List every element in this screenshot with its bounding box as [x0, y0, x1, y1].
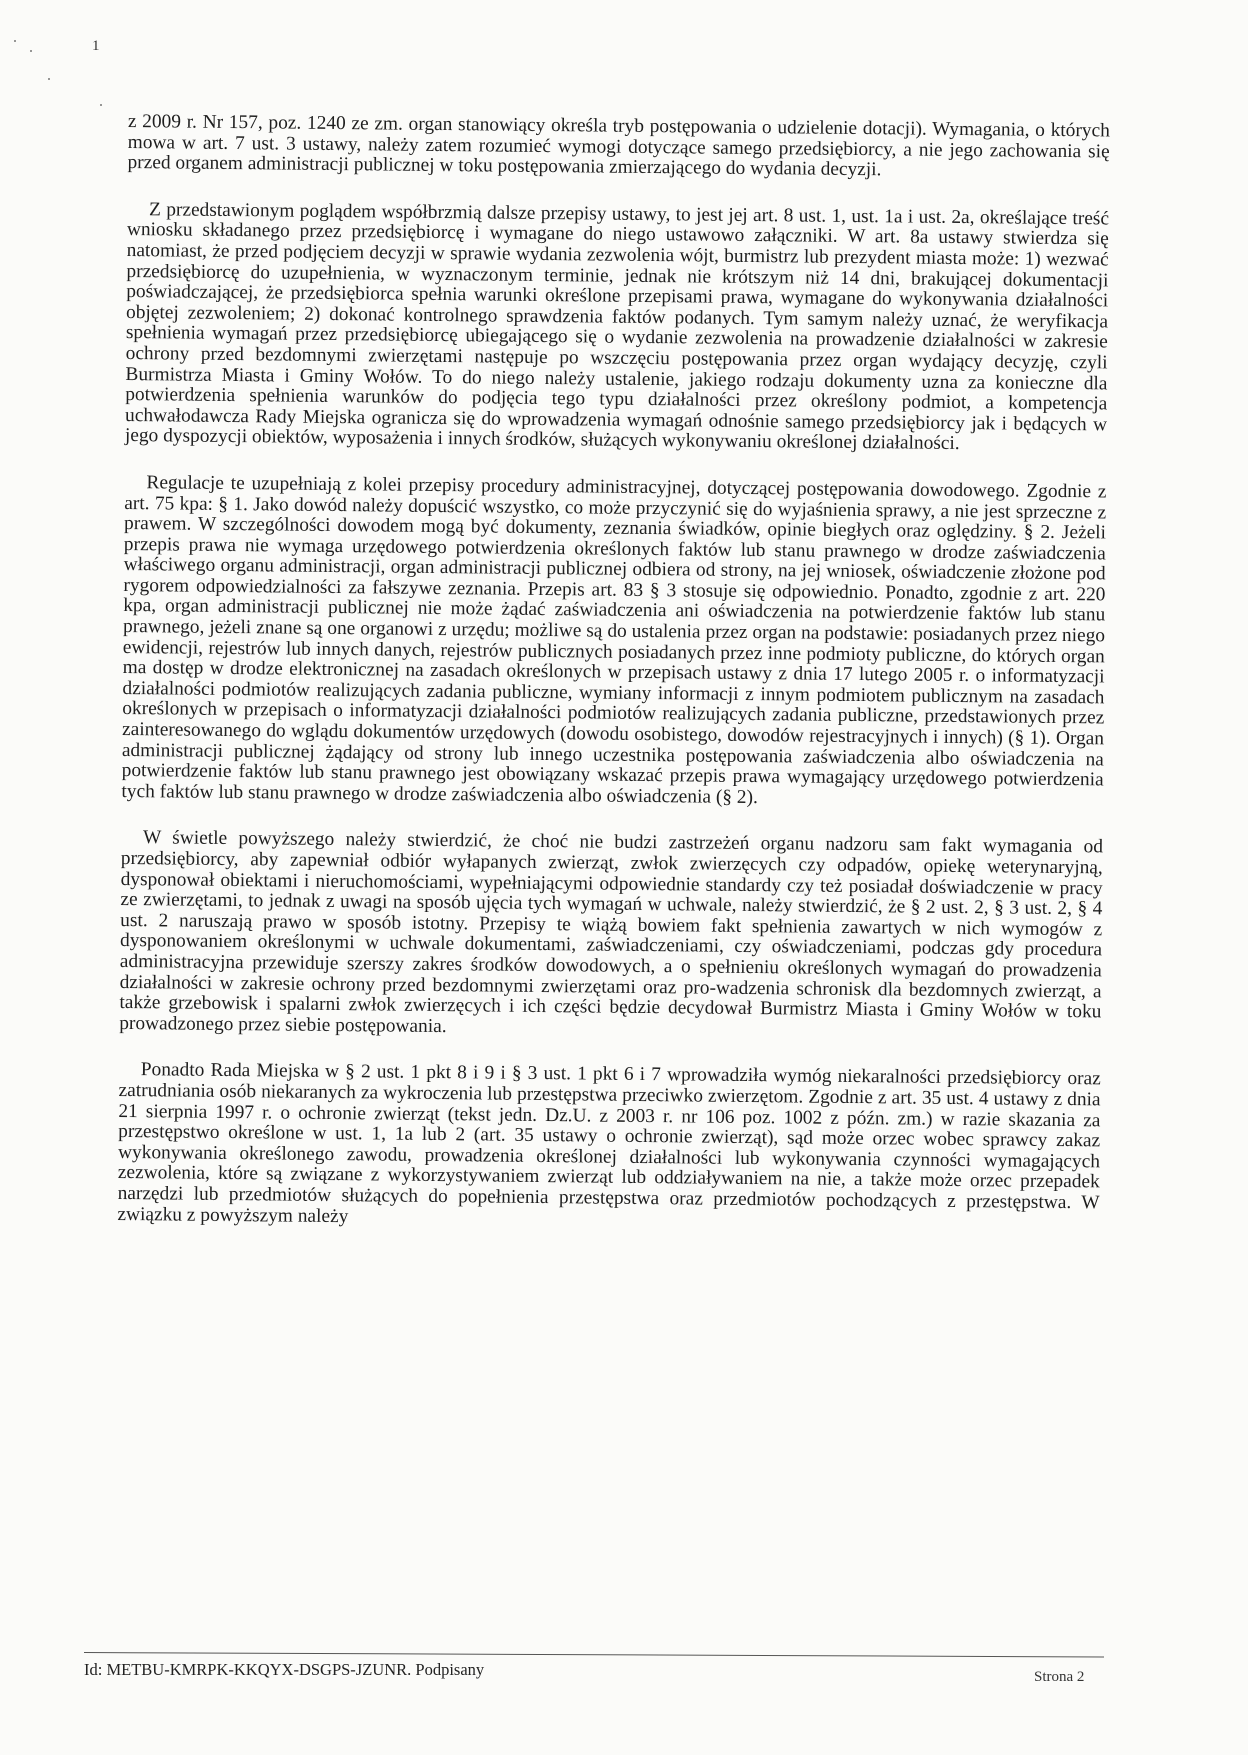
page-number: Strona 2	[1034, 1669, 1085, 1685]
document-body	[117, 112, 1110, 1260]
paragraph: Z przedstawionym poglądem współbrzmią dalsze przepisy ustawy, to jest jej art. 8 ust. 1, ust. 1a i ust. 2a, określające treść wniosku składanego przez przedsiębiorcę i wymagane do niego ustawowo załączniki. W art. 8a ustawy stwierdza się natomiast, że przed podjęciem decyzji w sprawie wydania zezwolenia wójt, burmistrz lub prezydent miasta może: 1) wezwać przedsiębiorcę do uzupełnienia, w wyznaczonym terminie, jednak nie krótszym niż 14 dni, brakującej dokumentacji poświadczającej, że przedsiębiorca spełnia warunki określone przepisami prawa, wymagane do wykonywania działalności objętej zezwoleniem; 2) dokonać kontrolnego sprawdzenia faktów podanych. Tym samym należy uznać, że weryfikacja spełnienia wymagań przez przedsiębiorcę ubiegającego się o wydanie zezwolenia na prowadzenie działalności w zakresie ochrony przed bezdomnymi zwierzętami następuje po wszczęciu postępowania przez organ wydający decyzję, czyli Burmistrza Miasta i Gminy Wołów. To do niego należy ustalenie, jakiego rodzaju dokumenty uzna za konieczne dla potwierdzenia spełnienia warunków do podjęcia tego typu działalności przez określony podmiot, a kompetencja uchwałodawcza Rady Miejska ogranicza się do wprowadzenia wymagań odnośnie samego przedsiębiorcy jak i będących w jego dyspozycji obiektów, wyposażenia i innych środków, służących wykonywaniu określonej działalności.	[124, 198, 1110, 455]
scan-speck	[100, 104, 102, 106]
scan-speck	[48, 78, 50, 80]
document-id: Id: METBU-KMRPK-KKQYX-DSGPS-JZUNR. Podpisany	[84, 1660, 485, 1679]
paragraph: Regulacje te uzupełniają z kolei przepisy procedury administracyjnej, dotyczącej postępowania dowodowego. Zgodnie z art. 75 kpa: § 1. Jako dowód należy dopuścić wszystko, co może przyczynić się do wyjaśnienia sprawy, a nie jest sprzeczne z prawem. W szczególności dowodem mogą być dokumenty, zeznania świadków, opinie biegłych oraz oględziny. § 2. Jeżeli przepis prawa nie wymaga urzędowego potwierdzenia określonych faktów lub stanu prawnego w drodze zaświadczenia właściwego organu administracji, organ administracji publicznej odbiera od strony, na jej wniosek, oświadczenie złożone pod rygorem odpowiedzialności za fałszywe zeznania. Przepis art. 83 § 3 stosuje się odpowiednio. Ponadto, zgodnie z art. 220 kpa, organ administracji publicznej nie może żądać zaświadczenia ani oświadczenia na potwierdzenie faktów lub stanu prawnego, jeżeli znane są one organowi z urzędu; możliwe są do ustalenia przez organ na podstawie: posiadanych przez niego ewidencji, rejestrów lub innych danych, rejestrów publicznych posiadanych przez inne podmioty publiczne, do których organ ma dostęp w drodze elektronicznej na zasadach określonych w przepisach ustawy z dnia 17 lutego 2005 r. o informatyzacji działalności podmiotów realizujących zadania publiczne, wymiany informacji z innym podmiotem publicznym na zasadach określonych w przepisach o informatyzacji działalności podmiotów realizujących zadania publiczne, przedstawionych przez zainteresowanego do wglądu dokumentów urzędowych (dowodu osobistego, dowodów rejestracyjnych i innych) (§ 1). Organ administracji publicznej żądający od strony lub innego uczestnika postępowania zaświadczenia albo oświadczenia na potwierdzenie faktów lub stanu prawnego jest obowiązany wskazać przepis prawa wymagający urzędowego potwierdzenia tych faktów lub stanu prawnego w drodze zaświadczenia albo oświadczenia (§ 2).	[121, 472, 1107, 808]
scan-speck	[30, 50, 32, 52]
paragraph: z 2009 r. Nr 157, poz. 1240 ze zm. organ stanowiący określa tryb postępowania o udzielenie dotacji). Wymagania, o których mowa w art. 7 ust. 3 ustawy, należy zatem rozumieć wymogi dotyczące samego przedsiębiorcy, a nie jego zachowania się przed organem administracji publicznej w toku postępowania zmierzającego do wydania decyzji.	[127, 111, 1110, 181]
scan-speck	[14, 40, 16, 42]
scan-mark: 1	[92, 38, 100, 54]
paragraph: Ponadto Rada Miejska w § 2 ust. 1 pkt 8 i 9 i § 3 ust. 1 pkt 6 i 7 wprowadziła wymóg niekaralności przedsiębiorcy oraz zatrudniania osób niekaranych za wykroczenia lub przestępstwa przeciwko zwierzętom. Zgodnie z art. 35 ust. 4 ustawy z dnia 21 sierpnia 1997 r. o ochronie zwierząt (tekst jedn. Dz.U. z 2003 r. nr 106 poz. 1002 z późn. zm.) w razie skazania za przestępstwo określone w ust. 1, 1a lub 2 (art. 35 ustawy o ochronie zwierząt), sąd może orzec wobec sprawcy zakaz wykonywania określonego zawodu, prowadzenia określonej działalności lub wykonywania czynności wymagających zezwolenia, które są związane z wykorzystywaniem zwierząt lub oddziaływaniem na nie, a także może orzec przepadek narzędzi lub przedmiotów służących do popełnienia przestępstwa oraz przedmiotów pochodzących z przestępstwa. W związku z powyższym należy	[117, 1059, 1101, 1227]
footer-divider	[84, 1652, 1104, 1657]
paragraph: W świetle powyższego należy stwierdzić, że choć nie budzi zastrzeżeń organu nadzoru sam fakt wymagania od przedsiębiorcy, aby zapewniał odbiór wyłapanych zwierząt, zwłok zwierzęcych czy odpadów, opiekę weterynaryjną, dysponował obiektami i nieruchomościami, wypełniającymi odpowiednie standardy czy też posiadał doświadczenie w pracy ze zwierzętami, to jednak z uwagi na sposób ujęcia tych wymagań w uchwale, należy stwierdzić, że § 2 ust. 2, § 3 ust. 2, § 4 ust. 2 naruszają prawo w sposób istotny. Przepisy te wiążą bowiem fakt spełnienia zawartych w nich wymogów z dysponowaniem określonymi w uchwale dokumentami, zaświadczeniami, czy oświadczeniami, podczas gdy procedura administracyjna przewiduje szerszy zakres środków dowodowych, a o spełnieniu określonych wymagań do prowadzenia działalności w zakresie ochrony przed bezdomnymi zwierzętami oraz pro-wadzenia schronisk dla bezdomnych zwierząt, a także grzebowisk i spalarni zwłok zwierzęcych i ich części będzie decydował Burmistrz Miasta i Gminy Wołów w toku prowadzonego przez siebie postępowania.	[119, 827, 1104, 1037]
